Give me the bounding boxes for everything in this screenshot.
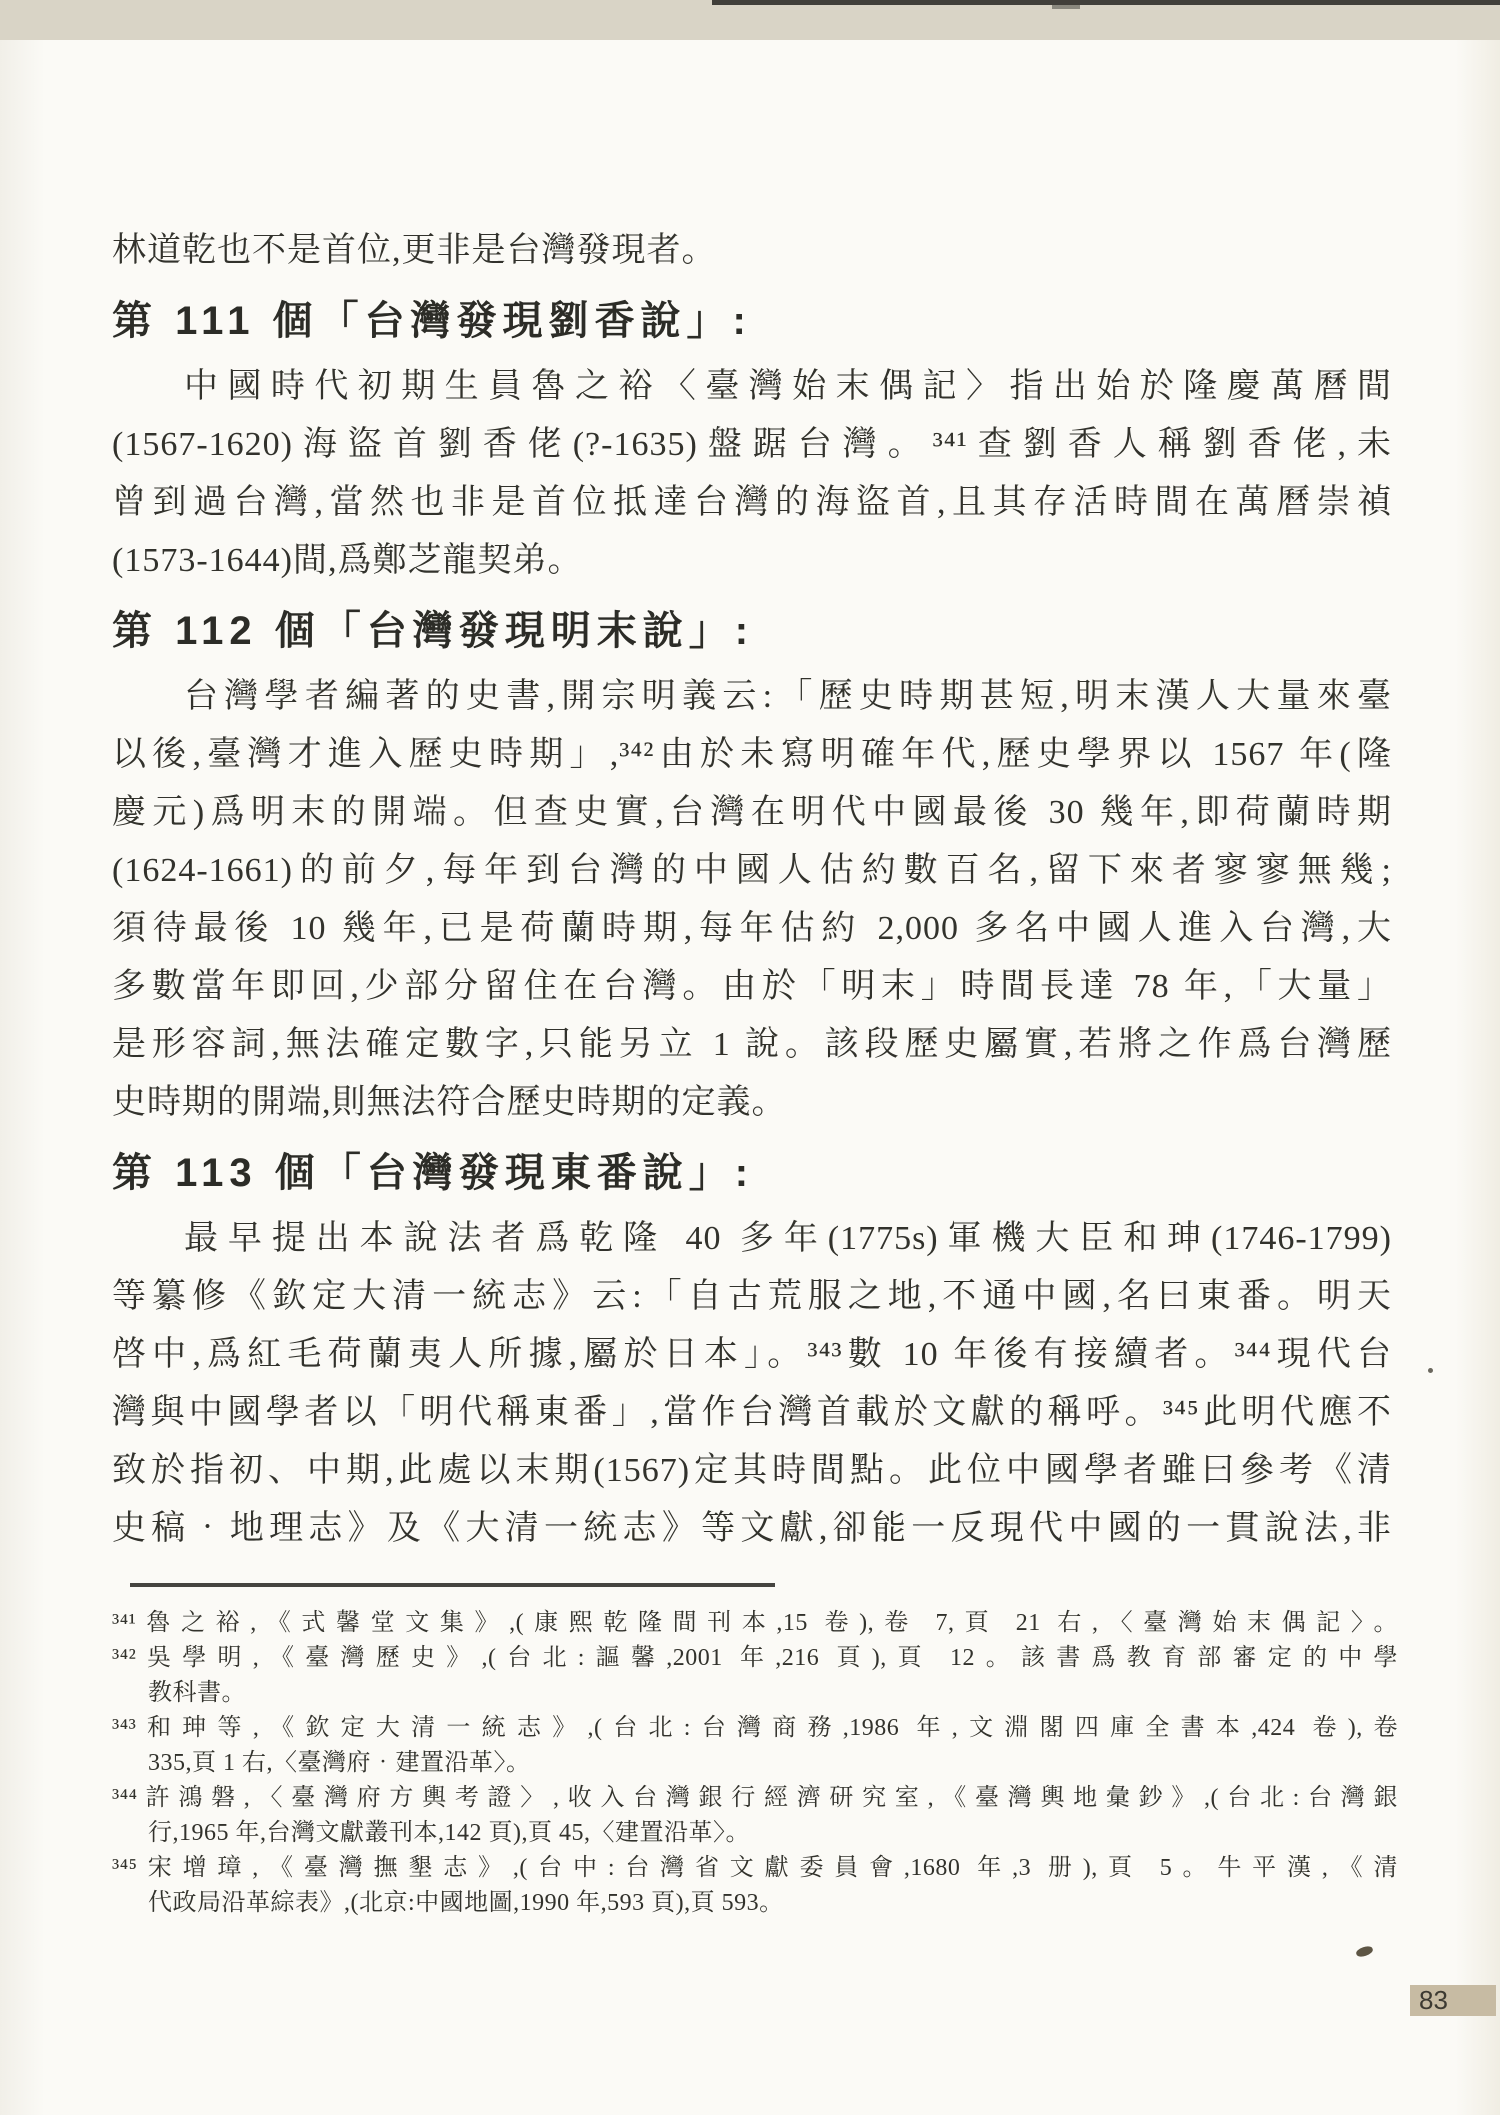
footnote-line: ³⁴⁴許鴻磐,〈臺灣府方輿考證〉,收入台灣銀行經濟研究室,《臺灣輿地彙鈔》,(台北:台灣銀: [112, 1785, 1398, 1811]
paragraph-line: 林道乾也不是首位,更非是台灣發現者。: [112, 232, 717, 269]
footnote-line: 335,頁 1 右,〈臺灣府‧建置沿革〉。: [148, 1750, 531, 1776]
paragraph-line: 是形容詞,無法確定數字,只能另立 1 說。該段歷史屬實,若將之作爲台灣歷: [112, 1026, 1392, 1063]
footnote-line: 行,1965 年,台灣文獻叢刊本,142 頁),頁 45,〈建置沿革〉。: [148, 1820, 750, 1846]
footnote-line: ³⁴¹魯之裕,《式馨堂文集》,(康熙乾隆間刊本,15 卷),卷 7,頁 21 右,〈臺灣始末偶記〉。: [112, 1610, 1398, 1636]
paragraph-line: 須待最後 10 幾年,已是荷蘭時期,每年估約 2,000 多名中國人進入台灣,大: [112, 910, 1392, 947]
paragraph-line: (1567-1620)海盜首劉香佬(?-1635)盤踞台灣。³⁴¹查劉香人稱劉香佬,未: [112, 426, 1392, 463]
footnote-line: ³⁴³和珅等,《欽定大清一統志》,(台北:台灣商務,1986 年,文淵閣四庫全書本,424 卷),卷: [112, 1715, 1398, 1741]
paragraph-line: 最早提出本說法者爲乾隆 40 多年(1775s)軍機大臣和珅(1746-1799): [184, 1220, 1392, 1257]
footnote-separator-rule: [130, 1583, 775, 1587]
section-heading-113: 第 113 個「台灣發現東番說」:: [112, 1151, 755, 1195]
main-text-block: [112, 222, 1392, 1558]
footnotes-block: [112, 1606, 1398, 1921]
paragraph-line: (1573-1644)間,爲鄭芝龍契弟。: [112, 542, 583, 579]
paragraph-line: 中國時代初期生員魯之裕〈臺灣始末偶記〉指出始於隆慶萬曆間: [184, 368, 1392, 405]
scan-edge-band: [0, 0, 1500, 40]
paragraph-line: 史時期的開端,則無法符合歷史時期的定義。: [112, 1084, 787, 1121]
paragraph-line: 曾到過台灣,當然也非是首位抵達台灣的海盜首,且其存活時間在萬曆崇禎: [112, 484, 1392, 521]
paragraph-line: 等纂修《欽定大清一統志》云:「自古荒服之地,不通中國,名曰東番。明天: [112, 1278, 1392, 1315]
scan-speck: [1052, 5, 1080, 9]
scan-edge-line: [712, 0, 1500, 5]
paragraph-line: 慶元)爲明末的開端。但查史實,台灣在明代中國最後 30 幾年,即荷蘭時期: [112, 794, 1392, 831]
footnote-line: ³⁴²吳學明,《臺灣歷史》,(台北:謳馨,2001 年,216 頁),頁 12。該書爲教育部審定的中學: [112, 1645, 1398, 1671]
paragraph-line: 啓中,爲紅毛荷蘭夷人所據,屬於日本」。³⁴³數 10 年後有接續者。³⁴⁴現代台: [112, 1336, 1392, 1373]
paragraph-line: 致於指初、中期,此處以末期(1567)定其時間點。此位中國學者雖曰參考《清: [112, 1452, 1392, 1489]
paragraph-line: 史稿‧地理志》及《大清一統志》等文獻,卻能一反現代中國的一貫說法,非: [112, 1510, 1392, 1547]
paragraph-line: 台灣學者編著的史書,開宗明義云:「歷史時期甚短,明末漢人大量來臺: [184, 678, 1392, 715]
paragraph-line: (1624-1661)的前夕,每年到台灣的中國人估約數百名,留下來者寥寥無幾;: [112, 852, 1392, 889]
paragraph-line: 以後,臺灣才進入歷史時期」,³⁴²由於未寫明確年代,歷史學界以 1567 年(隆: [112, 736, 1392, 773]
footnote-line: ³⁴⁵宋增璋,《臺灣撫墾志》,(台中:台灣省文獻委員會,1680 年,3 册),頁 5。牛平漢,《清: [112, 1855, 1398, 1881]
scan-dot: [1428, 1368, 1433, 1373]
section-heading-112: 第 112 個「台灣發現明末說」:: [112, 609, 755, 653]
footnote-line: 代政局沿革綜表》,(北京:中國地圖,1990 年,593 頁),頁 593。: [148, 1890, 784, 1916]
section-heading-111: 第 111 個「台灣發現劉香說」:: [112, 299, 752, 343]
paragraph-line: 灣與中國學者以「明代稱東番」,當作台灣首載於文獻的稱呼。³⁴⁵此明代應不: [112, 1394, 1392, 1431]
footnote-line: 教科書。: [148, 1680, 246, 1706]
page-number: [1410, 1985, 1496, 2016]
page-number-label: 83: [1419, 1985, 1448, 2015]
paragraph-line: 多數當年即回,少部分留住在台灣。由於「明末」時間長達 78 年,「大量」: [112, 968, 1392, 1005]
scan-speck: [1355, 1945, 1374, 1959]
